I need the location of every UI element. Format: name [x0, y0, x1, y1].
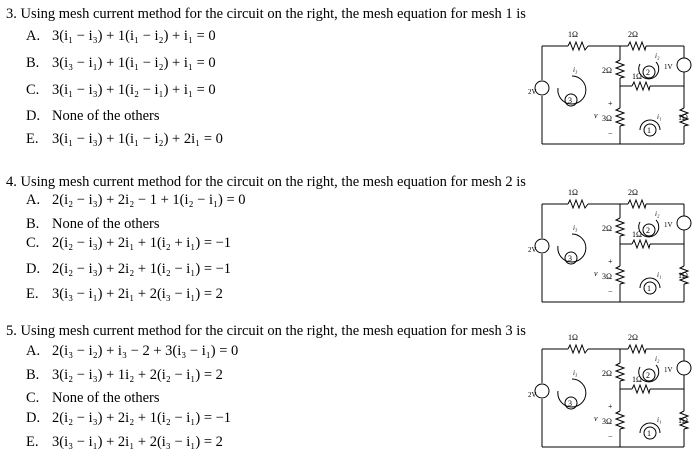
resistor-mid-right-label: 1Ω — [632, 230, 642, 239]
resistor-top-left-label: 1Ω — [568, 188, 578, 197]
resistor-top-right-label: 2Ω — [628, 188, 638, 197]
option-d[interactable] — [26, 261, 231, 278]
option-letter: C. — [26, 390, 40, 406]
option-text: 3(i₂ − i₃) + 1i₂ + 2(i₂ − i₁) = 2 — [52, 367, 223, 383]
option-text: 3(i₃ − i₁) + 2i₁ + 2(i₃ − i₁) = 2 — [52, 286, 223, 302]
option-letter: A. — [26, 343, 41, 359]
question-stem — [6, 6, 526, 23]
option-text: None of the others — [52, 108, 160, 124]
mesh2-marker: 2 — [646, 371, 650, 380]
option-text: 3(i₁ − i₃) + 1(i₁ − i₂) + i₁ = 0 — [52, 28, 216, 44]
resistor-mid-left-label: 2Ω — [602, 224, 612, 233]
mesh2-marker: 2 — [646, 226, 650, 235]
source-left-label: 2V — [528, 246, 537, 254]
option-text: 3(i₃ − i₁) + 2i₁ + 2(i₃ − i₁) = 2 — [52, 434, 223, 450]
resistor-top-right-label: 2Ω — [628, 30, 638, 39]
resistor-top-left-label: 1Ω — [568, 333, 578, 342]
current-i3-label: i₃ — [573, 224, 578, 232]
current-i3-label: i₃ — [573, 369, 578, 377]
source-right-label: 1V — [664, 221, 673, 229]
source-left-label: 2V — [528, 391, 537, 399]
current-i3-label: i₃ — [573, 66, 578, 74]
option-letter: E. — [26, 131, 39, 147]
option-letter: D. — [26, 410, 41, 426]
option-text: 2(i₂ − i₃) + 2i₁ + 1(i₂ + i₁) = −1 — [52, 235, 232, 251]
question-stem — [6, 323, 526, 340]
question-stem — [6, 174, 526, 191]
option-e[interactable] — [26, 434, 223, 451]
resistor-mid-right-label: 1Ω — [632, 72, 642, 81]
option-text: 3(i₁ − i₃) + 1(i₁ − i₂) + 2i₁ = 0 — [52, 131, 223, 147]
resistor-bottom-mid-label: 3Ω — [602, 417, 612, 426]
current-i1-label: i₁ — [657, 271, 662, 279]
mesh3-marker: 3 — [568, 254, 572, 263]
option-d[interactable] — [26, 108, 160, 125]
circuit-diagram — [528, 327, 694, 457]
option-b[interactable] — [26, 216, 160, 233]
circuit-slot — [528, 182, 694, 312]
option-text: 2(i₂ − i₃) + 2i₂ + 1(i₂ − i₁) = −1 — [52, 410, 232, 426]
option-text: 2(i₂ − i₃) + 2i₂ + 1(i₂ − i₁) = −1 — [52, 261, 232, 277]
mesh1-marker: 1 — [647, 429, 651, 438]
option-b[interactable] — [26, 367, 223, 384]
source-right-label: 1V — [664, 63, 673, 71]
resistor-mid-left-label: 2Ω — [602, 66, 612, 75]
question-5 — [0, 323, 700, 462]
option-letter: C. — [26, 235, 40, 251]
question-text: Using mesh current method for the circuit on the right, the mesh equation for mesh 2 is — [20, 174, 526, 190]
option-letter: B. — [26, 55, 40, 71]
option-letter: B. — [26, 367, 40, 383]
option-e[interactable] — [26, 286, 223, 303]
voltage-plus-label: + — [608, 99, 613, 108]
option-a[interactable] — [26, 192, 246, 209]
resistor-right-label: 1Ω — [678, 271, 688, 280]
circuit-diagram — [528, 24, 694, 154]
circuit-diagram — [528, 182, 694, 312]
resistor-mid-right-label: 1Ω — [632, 375, 642, 384]
option-text: 2(i₂ − i₃) + 2i₂ − 1 + 1(i₂ − i₁) = 0 — [52, 192, 246, 208]
option-c[interactable] — [26, 235, 231, 252]
option-a[interactable] — [26, 343, 238, 360]
option-letter: B. — [26, 216, 40, 232]
resistor-right-label: 1Ω — [678, 416, 688, 425]
option-d[interactable] — [26, 410, 231, 427]
voltage-plus-label: + — [608, 402, 613, 411]
question-3 — [0, 6, 700, 156]
option-letter: C. — [26, 82, 40, 98]
voltage-v-label: v — [594, 269, 598, 278]
resistor-top-left-label: 1Ω — [568, 30, 578, 39]
voltage-minus-label: − — [608, 129, 613, 138]
option-text: None of the others — [52, 390, 160, 406]
resistor-mid-left-label: 2Ω — [602, 369, 612, 378]
circuit-slot — [528, 327, 694, 457]
resistor-right-label: 1Ω — [678, 113, 688, 122]
resistor-bottom-mid-label: 3Ω — [602, 272, 612, 281]
current-i2-label: i₂ — [655, 52, 660, 60]
option-letter: E. — [26, 434, 39, 450]
option-c[interactable] — [26, 390, 160, 407]
question-number: 3. — [6, 6, 17, 22]
source-right-label: 1V — [664, 366, 673, 374]
circuit-slot — [528, 24, 694, 154]
source-left-label: 2V — [528, 88, 537, 96]
voltage-minus-label: − — [608, 287, 613, 296]
question-number: 4. — [6, 174, 17, 190]
mesh1-marker: 1 — [647, 284, 651, 293]
current-i1-label: i₁ — [657, 416, 662, 424]
option-b[interactable] — [26, 55, 216, 72]
mesh3-marker: 3 — [568, 96, 572, 105]
option-e[interactable] — [26, 131, 223, 148]
option-text: 2(i₃ − i₂) + i₃ − 2 + 3(i₃ − i₁) = 0 — [52, 343, 239, 359]
current-i1-label: i₁ — [657, 113, 662, 121]
question-text: Using mesh current method for the circuit on the right, the mesh equation for mesh 3 is — [20, 323, 526, 339]
option-a[interactable] — [26, 28, 216, 45]
option-c[interactable] — [26, 82, 216, 99]
mesh3-marker: 3 — [568, 399, 572, 408]
option-letter: D. — [26, 261, 41, 277]
voltage-minus-label: − — [608, 432, 613, 441]
option-text: 3(i₁ − i₃) + 1(i₂ − i₁) + i₁ = 0 — [52, 82, 216, 98]
option-text: None of the others — [52, 216, 160, 232]
current-i2-label: i₂ — [655, 210, 660, 218]
voltage-plus-label: + — [608, 257, 613, 266]
question-number: 5. — [6, 323, 17, 339]
question-4 — [0, 174, 700, 314]
mesh2-marker: 2 — [646, 68, 650, 77]
option-letter: A. — [26, 28, 41, 44]
voltage-v-label: v — [594, 414, 598, 423]
option-letter: E. — [26, 286, 39, 302]
resistor-bottom-mid-label: 3Ω — [602, 114, 612, 123]
option-letter: A. — [26, 192, 41, 208]
voltage-v-label: v — [594, 111, 598, 120]
option-letter: D. — [26, 108, 41, 124]
mesh1-marker: 1 — [647, 126, 651, 135]
option-text: 3(i₃ − i₁) + 1(i₁ − i₂) + i₁ = 0 — [52, 55, 216, 71]
resistor-top-right-label: 2Ω — [628, 333, 638, 342]
current-i2-label: i₂ — [655, 355, 660, 363]
question-text: Using mesh current method for the circuit on the right, the mesh equation for mesh 1 is — [20, 6, 526, 22]
